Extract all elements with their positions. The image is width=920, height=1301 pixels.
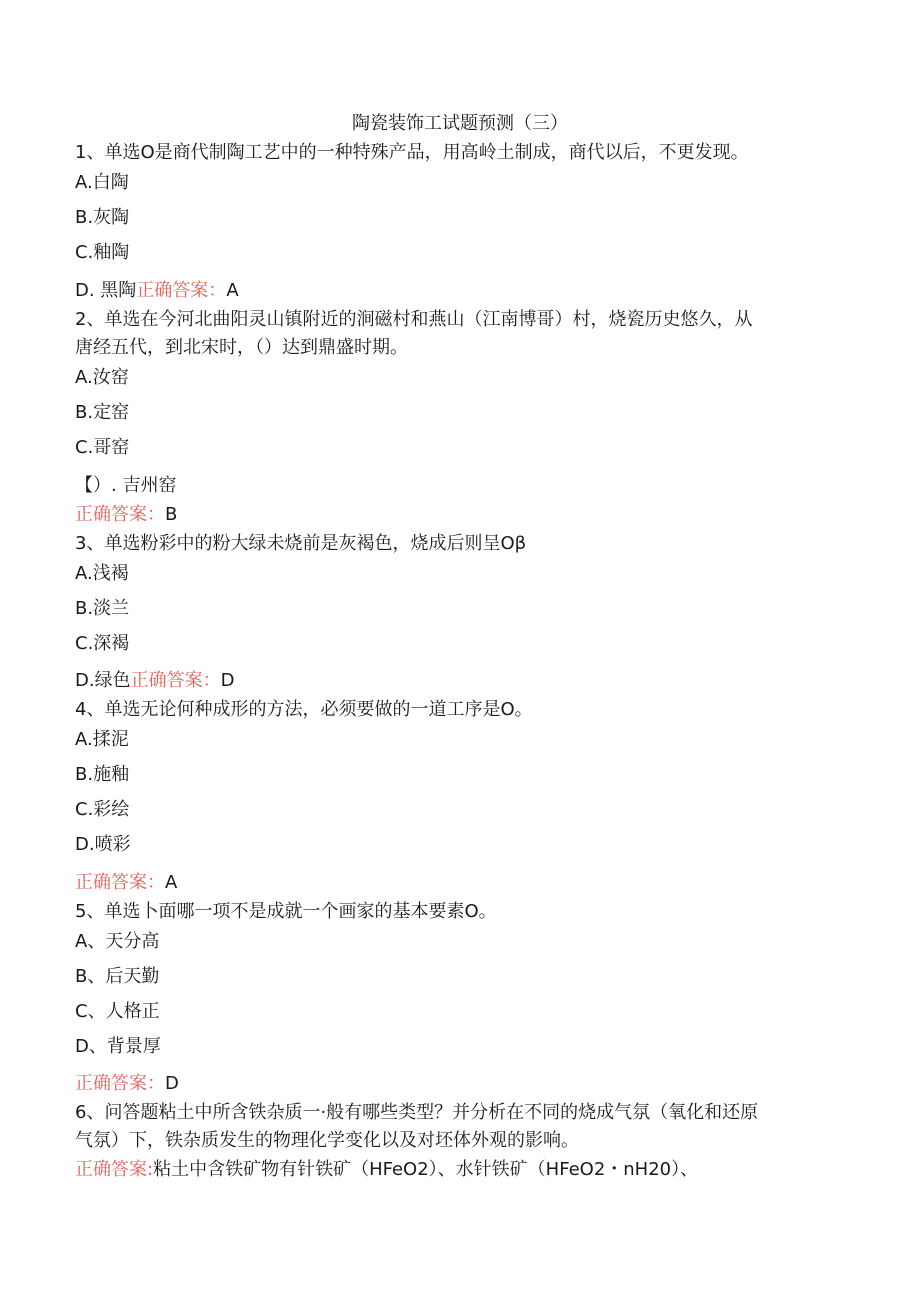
question-2-answer: B bbox=[165, 504, 178, 525]
document-title: 陶瓷装饰工试题预测（三） bbox=[352, 113, 568, 134]
question-1-option-a: A.白陶 bbox=[75, 172, 129, 193]
question-5-stem: 5、单选卜面哪一项不是成就一个画家的基本要素O。 bbox=[75, 901, 497, 922]
answer-label: 正确答案： bbox=[130, 670, 221, 691]
question-2-stem-line-2: 唐经五代，到北宋时，（）达到鼎盛时期。 bbox=[75, 337, 408, 358]
question-5-answer: D bbox=[165, 1073, 179, 1094]
question-1-answer: A bbox=[226, 280, 239, 301]
question-1-option-b: B.灰陶 bbox=[75, 207, 130, 228]
question-4-option-a: A.揉泥 bbox=[75, 729, 129, 750]
question-4-stem: 4、单选无论何种成形的方法，必须要做的一道工序是O。 bbox=[75, 699, 533, 720]
question-1-option-d: D. 黑陶 bbox=[75, 280, 137, 301]
question-1-option-d-line bbox=[75, 279, 239, 303]
answer-label: 正确答案： bbox=[75, 1073, 165, 1094]
answer-label: 正确答案： bbox=[75, 504, 165, 525]
question-4-option-b: B.施釉 bbox=[75, 764, 130, 785]
question-2-answer-line bbox=[75, 503, 177, 527]
question-3-answer: D bbox=[220, 670, 235, 691]
question-6-answer-line bbox=[75, 1158, 698, 1182]
question-4-option-d: D.喷彩 bbox=[75, 834, 131, 855]
question-3-option-a: A.浅褐 bbox=[75, 563, 129, 584]
question-4-answer-line bbox=[75, 871, 177, 895]
question-5-answer-line bbox=[75, 1072, 179, 1096]
question-5-option-a: A、天分高 bbox=[75, 931, 160, 952]
question-5-option-b: B、后天勤 bbox=[75, 966, 160, 987]
answer-label: 正确答案: bbox=[75, 1159, 154, 1180]
question-6-stem-line-2: 气氛）下，铁杂质发生的物理化学变化以及对坯体外观的影响。 bbox=[75, 1130, 579, 1151]
question-1-option-c: C.釉陶 bbox=[75, 242, 130, 263]
question-2-option-c: C.哥窑 bbox=[75, 437, 130, 458]
question-3-option-c: C.深褐 bbox=[75, 633, 130, 654]
question-3-stem: 3、单选粉彩中的粉大绿未烧前是灰褐色，烧成后则呈Oβ bbox=[75, 533, 527, 554]
answer-label: 正确答案： bbox=[75, 872, 165, 893]
question-5-option-d: D、背景厚 bbox=[75, 1036, 161, 1057]
question-3-option-d-line bbox=[75, 669, 234, 693]
question-1-stem: 1、单选O是商代制陶工艺中的一种特殊产品，用高岭土制成，商代以后，不更发现。 bbox=[75, 142, 749, 163]
question-3-option-d: D.绿色 bbox=[75, 670, 131, 691]
question-4-option-c: C.彩绘 bbox=[75, 799, 130, 820]
question-3-option-b: B.淡兰 bbox=[75, 598, 130, 619]
question-4-answer: A bbox=[165, 872, 178, 893]
answer-label: 正确答案： bbox=[136, 280, 227, 301]
question-2-option-a: A.汝窑 bbox=[75, 367, 129, 388]
question-2-option-d: 【）. 吉州窑 bbox=[75, 475, 177, 496]
question-2-option-b: B.定窑 bbox=[75, 402, 130, 423]
question-6-answer-text: 粘土中含铁矿物有针铁矿（HFeO2）、水针铁矿（HFeO2・nH20）、 bbox=[153, 1159, 699, 1180]
question-2-stem-line-1: 2、单选在今河北曲阳灵山镇附近的涧磁村和燕山（江南博哥）村，烧瓷历史悠久，从 bbox=[75, 309, 753, 330]
question-6-stem-line-1: 6、问答题粘土中所含铁杂质一·般有哪些类型？并分析在不同的烧成气氛（氧化和还原 bbox=[75, 1102, 759, 1123]
question-5-option-c: C、人格正 bbox=[75, 1001, 160, 1022]
